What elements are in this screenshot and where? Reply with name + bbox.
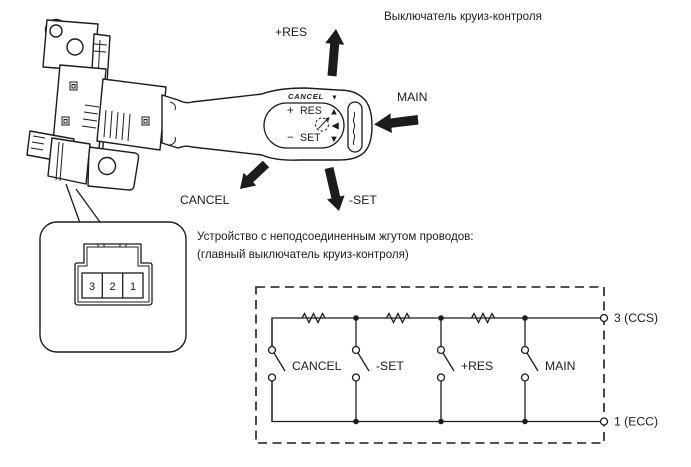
cancel-downleft-arrow-icon (240, 161, 269, 189)
terminal-pin-icon (601, 315, 608, 322)
bracket-right-block (97, 79, 166, 150)
set-face-label[interactable]: SET (300, 132, 321, 144)
main-direction-label[interactable]: MAIN (397, 90, 428, 104)
circuit-switch-main (522, 318, 576, 422)
pin-number: 1 (129, 281, 137, 293)
terminal-bottom-label: 1 (ECC) (614, 414, 659, 429)
note-line-1: Устройство с неподсоединенным жгутом проводов: (197, 230, 474, 243)
circuit-switch-set (353, 318, 405, 422)
terminal-pin-icon (601, 418, 608, 425)
bracket-hole-bottom (99, 158, 116, 175)
note-line-2: (главный выключатель круиз-контроля) (197, 248, 409, 261)
circuit-top-wire (272, 318, 601, 347)
set-minus-sign[interactable]: − (287, 132, 294, 144)
pin-number: 3 (88, 281, 96, 293)
switch-label: MAIN (545, 359, 576, 373)
set-direction-label[interactable]: -SET (349, 193, 377, 207)
res-plus-sign[interactable]: + (287, 105, 294, 117)
bracket-front-lower (48, 138, 90, 184)
circuit-switch-cancel (269, 318, 342, 422)
terminal-top-label: 3 (CCS) (614, 311, 659, 325)
bracket-hole-large (67, 39, 83, 55)
callout-tail-right (76, 189, 100, 222)
res-up-icon: ▲ (329, 106, 339, 118)
set-down-arrow-icon (325, 167, 345, 211)
note-block (197, 230, 474, 261)
switch-label: -SET (376, 359, 404, 373)
terminal-top (601, 311, 659, 325)
terminal-bottom (601, 415, 659, 429)
circuit-switch-res (438, 318, 494, 422)
circuit-diagram (256, 287, 658, 443)
lever-outline (162, 88, 372, 160)
switch-label: CANCEL (292, 359, 342, 373)
cancel-down-icon: ▼ (331, 94, 338, 102)
callout-tail-left (66, 184, 80, 223)
bracket-hole-small (50, 25, 62, 37)
res-direction-label[interactable]: +RES (275, 25, 308, 39)
res-up-arrow-icon (325, 29, 344, 76)
res-face-label[interactable]: RES (300, 105, 322, 117)
mount-bracket (27, 20, 166, 191)
main-left-arrow-icon (374, 113, 419, 133)
switch-label: +RES (461, 359, 494, 373)
cancel-direction-label[interactable]: CANCEL (180, 193, 230, 207)
gauge-left-icon: ◀ (331, 120, 339, 132)
connector-callout (40, 184, 186, 352)
circuit-bottom-wire (272, 381, 601, 422)
page-title: Выключатель круиз-контроля (384, 10, 542, 23)
set-down-icon: ▼ (329, 134, 339, 145)
stalk-lever (162, 88, 372, 160)
cancel-band-label[interactable]: CANCEL (288, 92, 324, 101)
pin-number: 2 (109, 281, 116, 293)
